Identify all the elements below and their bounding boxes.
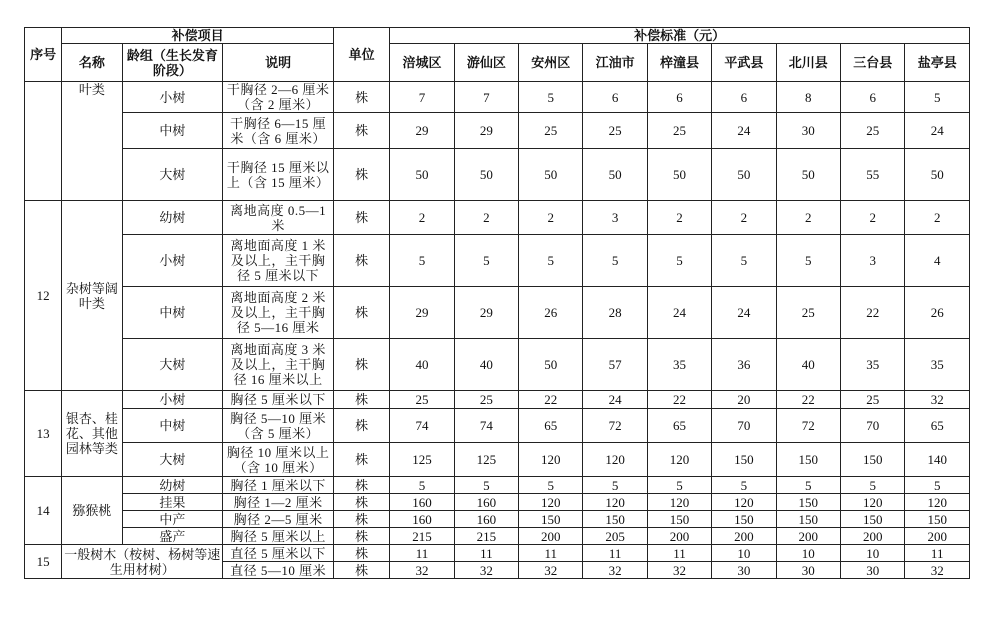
table-row (25, 528, 970, 545)
header-project: 补偿项目 (62, 28, 334, 44)
row-value: 150 (841, 511, 905, 528)
row-value: 24 (712, 287, 776, 339)
header-standard: 补偿标准（元） (390, 28, 970, 44)
row-unit: 株 (333, 149, 389, 201)
header-region: 涪城区 (390, 44, 454, 82)
row-value: 5 (841, 477, 905, 494)
row-age: 小树 (122, 82, 223, 113)
row-value: 24 (905, 113, 970, 149)
row-unit: 株 (333, 287, 389, 339)
row-value: 5 (390, 235, 454, 287)
row-value: 10 (841, 545, 905, 562)
row-value: 120 (519, 494, 583, 511)
row-value: 28 (583, 287, 647, 339)
row-value: 50 (583, 149, 647, 201)
row-value: 200 (776, 528, 840, 545)
row-value: 25 (390, 391, 454, 409)
row-value: 5 (519, 477, 583, 494)
row-value: 150 (776, 511, 840, 528)
row-unit: 株 (333, 113, 389, 149)
row-value: 5 (712, 235, 776, 287)
row-value: 11 (905, 545, 970, 562)
row-desc: 干胸径 15 厘米以上（含 15 厘米） (223, 149, 334, 201)
row-value: 22 (776, 391, 840, 409)
row-value: 25 (841, 113, 905, 149)
row-seq: 15 (25, 545, 62, 579)
header-region: 盐亭县 (905, 44, 970, 82)
row-desc: 直径 5 厘米以下 (223, 545, 334, 562)
row-desc: 胸径 1 厘米以下 (223, 477, 334, 494)
row-age: 挂果 (122, 494, 223, 511)
row-value: 2 (905, 201, 970, 235)
row-unit: 株 (333, 201, 389, 235)
row-value: 150 (712, 511, 776, 528)
row-value: 5 (776, 235, 840, 287)
row-value: 120 (841, 494, 905, 511)
header-name: 名称 (62, 44, 122, 82)
row-value: 50 (519, 149, 583, 201)
table-row (25, 287, 970, 339)
row-value: 120 (647, 494, 711, 511)
row-value: 5 (454, 235, 518, 287)
row-name: 一般树木（桉树、杨树等速生用材树） (62, 545, 223, 579)
row-value: 29 (390, 113, 454, 149)
row-value: 6 (583, 82, 647, 113)
row-value: 200 (519, 528, 583, 545)
header-region: 梓潼县 (647, 44, 711, 82)
row-value: 20 (712, 391, 776, 409)
row-value: 7 (454, 82, 518, 113)
row-value: 4 (905, 235, 970, 287)
row-value: 5 (776, 477, 840, 494)
header-seq: 序号 (25, 28, 62, 82)
row-value: 10 (712, 545, 776, 562)
row-value: 2 (390, 201, 454, 235)
row-unit: 株 (333, 477, 389, 494)
row-value: 160 (390, 494, 454, 511)
row-value: 70 (712, 409, 776, 443)
row-age: 幼树 (122, 201, 223, 235)
row-value: 120 (583, 443, 647, 477)
row-value: 32 (519, 562, 583, 579)
row-value: 74 (454, 409, 518, 443)
row-value: 150 (776, 443, 840, 477)
table-body (25, 82, 970, 579)
row-value: 8 (776, 82, 840, 113)
row-unit: 株 (333, 494, 389, 511)
row-value: 32 (583, 562, 647, 579)
row-value: 55 (841, 149, 905, 201)
row-value: 205 (583, 528, 647, 545)
row-value: 5 (905, 477, 970, 494)
row-unit: 株 (333, 235, 389, 287)
row-unit: 株 (333, 82, 389, 113)
row-value: 150 (776, 494, 840, 511)
row-value: 120 (647, 443, 711, 477)
row-value: 215 (454, 528, 518, 545)
row-value: 65 (519, 409, 583, 443)
table-row (25, 443, 970, 477)
row-value: 30 (776, 562, 840, 579)
row-value: 50 (905, 149, 970, 201)
row-value: 25 (841, 391, 905, 409)
row-value: 2 (519, 201, 583, 235)
table-row (25, 409, 970, 443)
row-value: 32 (905, 562, 970, 579)
row-unit: 株 (333, 339, 389, 391)
row-value: 50 (390, 149, 454, 201)
row-value: 11 (454, 545, 518, 562)
row-value: 22 (647, 391, 711, 409)
header-region: 平武县 (712, 44, 776, 82)
row-value: 35 (841, 339, 905, 391)
row-value: 50 (454, 149, 518, 201)
row-value: 50 (519, 339, 583, 391)
row-value: 40 (776, 339, 840, 391)
row-desc: 离地高度 0.5—1 米 (223, 201, 334, 235)
row-value: 70 (841, 409, 905, 443)
row-name: 银杏、桂花、其他园林等类 (62, 391, 122, 477)
row-value: 160 (454, 494, 518, 511)
table-row (25, 235, 970, 287)
row-value: 40 (390, 339, 454, 391)
row-value: 25 (454, 391, 518, 409)
row-value: 5 (390, 477, 454, 494)
row-value: 40 (454, 339, 518, 391)
row-unit: 株 (333, 443, 389, 477)
row-unit: 株 (333, 409, 389, 443)
row-value: 35 (647, 339, 711, 391)
row-value: 50 (647, 149, 711, 201)
compensation-table (24, 27, 970, 579)
row-desc: 离地面高度 2 米及以上，主干胸径 5—16 厘米 (223, 287, 334, 339)
row-value: 5 (583, 477, 647, 494)
row-unit: 株 (333, 528, 389, 545)
row-value: 25 (519, 113, 583, 149)
row-age: 小树 (122, 235, 223, 287)
row-desc: 胸径 10 厘米以上（含 10 厘米） (223, 443, 334, 477)
row-value: 29 (454, 287, 518, 339)
header-region: 游仙区 (454, 44, 518, 82)
row-value: 26 (519, 287, 583, 339)
row-value: 24 (647, 287, 711, 339)
row-value: 5 (583, 235, 647, 287)
row-seq: 13 (25, 391, 62, 477)
row-value: 5 (647, 477, 711, 494)
row-value: 11 (583, 545, 647, 562)
header-region: 安州区 (519, 44, 583, 82)
row-desc: 直径 5—10 厘米 (223, 562, 334, 579)
row-value: 2 (776, 201, 840, 235)
table-row (25, 545, 970, 562)
header-unit: 单位 (333, 28, 389, 82)
row-value: 200 (905, 528, 970, 545)
row-value: 30 (841, 562, 905, 579)
header-region: 三台县 (841, 44, 905, 82)
row-value: 24 (583, 391, 647, 409)
header-region: 江油市 (583, 44, 647, 82)
row-value: 10 (776, 545, 840, 562)
row-value: 32 (905, 391, 970, 409)
row-name: 猕猴桃 (62, 477, 122, 545)
row-unit: 株 (333, 391, 389, 409)
row-seq: 14 (25, 477, 62, 545)
row-desc: 离地面高度 1 米及以上，主干胸径 5 厘米以下 (223, 235, 334, 287)
row-value: 35 (905, 339, 970, 391)
table-row (25, 339, 970, 391)
row-value: 50 (776, 149, 840, 201)
header-region: 北川县 (776, 44, 840, 82)
row-value: 2 (647, 201, 711, 235)
row-value: 200 (647, 528, 711, 545)
row-value: 2 (841, 201, 905, 235)
row-unit: 株 (333, 562, 389, 579)
row-age: 幼树 (122, 477, 223, 494)
row-value: 74 (390, 409, 454, 443)
row-value: 30 (776, 113, 840, 149)
row-value: 215 (390, 528, 454, 545)
row-value: 11 (647, 545, 711, 562)
row-value: 72 (583, 409, 647, 443)
row-value: 6 (841, 82, 905, 113)
header-age: 龄组（生长发育阶段） (122, 44, 223, 82)
row-value: 150 (647, 511, 711, 528)
row-age: 大树 (122, 443, 223, 477)
row-value: 125 (390, 443, 454, 477)
row-value: 120 (905, 494, 970, 511)
row-value: 50 (712, 149, 776, 201)
row-value: 5 (905, 82, 970, 113)
row-value: 5 (454, 477, 518, 494)
row-age: 中产 (122, 511, 223, 528)
row-value: 29 (454, 113, 518, 149)
row-value: 2 (454, 201, 518, 235)
row-age: 小树 (122, 391, 223, 409)
row-value: 30 (712, 562, 776, 579)
row-age: 中树 (122, 287, 223, 339)
row-unit: 株 (333, 511, 389, 528)
row-value: 3 (583, 201, 647, 235)
row-age: 中树 (122, 113, 223, 149)
row-value: 2 (712, 201, 776, 235)
row-value: 22 (841, 287, 905, 339)
row-value: 11 (390, 545, 454, 562)
table-row (25, 494, 970, 511)
table-row (25, 477, 970, 494)
row-value: 200 (712, 528, 776, 545)
row-age: 大树 (122, 149, 223, 201)
row-value: 150 (583, 511, 647, 528)
table-row (25, 149, 970, 201)
row-unit: 株 (333, 545, 389, 562)
row-desc: 胸径 2—5 厘米 (223, 511, 334, 528)
row-desc: 干胸径 6—15 厘米（含 6 厘米） (223, 113, 334, 149)
row-value: 5 (519, 235, 583, 287)
table-row (25, 82, 970, 113)
row-value: 25 (583, 113, 647, 149)
row-value: 25 (776, 287, 840, 339)
row-value: 24 (712, 113, 776, 149)
row-value: 120 (583, 494, 647, 511)
row-value: 5 (519, 82, 583, 113)
row-value: 26 (905, 287, 970, 339)
header-desc: 说明 (223, 44, 334, 82)
row-value: 65 (905, 409, 970, 443)
row-value: 3 (841, 235, 905, 287)
row-seq (25, 82, 62, 201)
row-desc: 胸径 5 厘米以下 (223, 391, 334, 409)
row-value: 5 (647, 235, 711, 287)
row-value: 140 (905, 443, 970, 477)
row-value: 200 (841, 528, 905, 545)
row-value: 160 (454, 511, 518, 528)
row-value: 65 (647, 409, 711, 443)
row-value: 150 (841, 443, 905, 477)
row-age: 大树 (122, 339, 223, 391)
row-value: 25 (647, 113, 711, 149)
row-value: 150 (712, 443, 776, 477)
row-value: 22 (519, 391, 583, 409)
row-value: 150 (519, 511, 583, 528)
row-value: 72 (776, 409, 840, 443)
row-desc: 胸径 5 厘米以上 (223, 528, 334, 545)
row-value: 6 (712, 82, 776, 113)
row-desc: 胸径 1—2 厘米 (223, 494, 334, 511)
row-name: 叶类 (62, 82, 122, 201)
row-value: 160 (390, 511, 454, 528)
row-value: 36 (712, 339, 776, 391)
row-value: 120 (712, 494, 776, 511)
row-desc: 干胸径 2—6 厘米（含 2 厘米） (223, 82, 334, 113)
row-value: 120 (519, 443, 583, 477)
row-value: 5 (712, 477, 776, 494)
row-value: 32 (647, 562, 711, 579)
row-value: 6 (647, 82, 711, 113)
row-value: 125 (454, 443, 518, 477)
row-value: 32 (390, 562, 454, 579)
row-value: 32 (454, 562, 518, 579)
row-seq: 12 (25, 201, 62, 391)
table-row (25, 391, 970, 409)
table-row (25, 511, 970, 528)
row-value: 57 (583, 339, 647, 391)
table-row (25, 201, 970, 235)
table-row (25, 113, 970, 149)
row-value: 11 (519, 545, 583, 562)
row-desc: 胸径 5—10 厘米（含 5 厘米） (223, 409, 334, 443)
row-value: 7 (390, 82, 454, 113)
row-desc: 离地面高度 3 米及以上，主干胸径 16 厘米以上 (223, 339, 334, 391)
row-age: 盛产 (122, 528, 223, 545)
row-value: 29 (390, 287, 454, 339)
row-age: 中树 (122, 409, 223, 443)
row-value: 150 (905, 511, 970, 528)
row-name: 杂树等阔叶类 (62, 201, 122, 391)
